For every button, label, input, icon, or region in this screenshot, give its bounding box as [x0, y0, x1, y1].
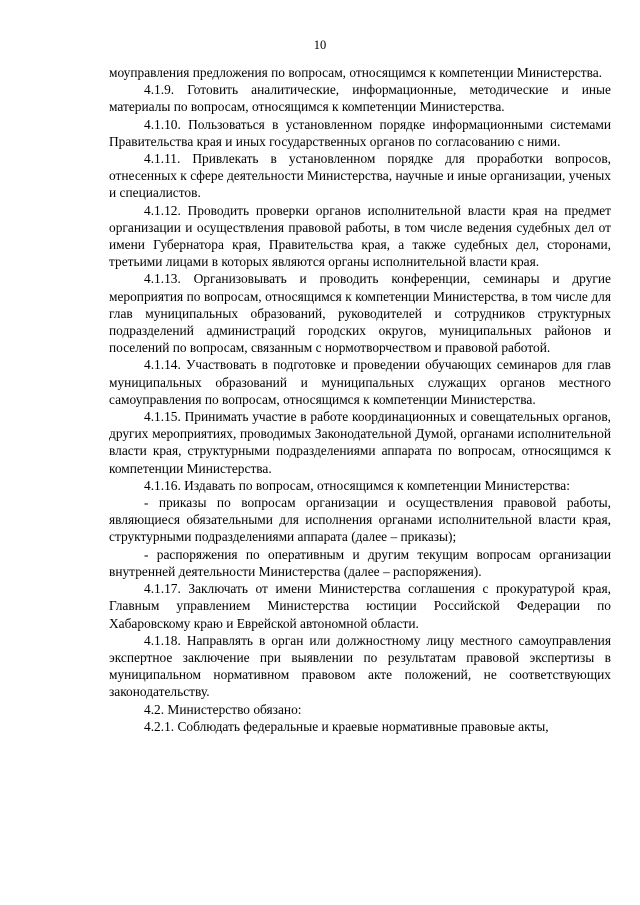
paragraph: 4.2.1. Соблюдать федеральные и краевые нормативные правовые акты, [144, 718, 549, 734]
paragraph: 4.1.12. Проводить проверки органов исполнительной власти края на предмет организации и осуществления правовой работы, в том числе ведения судебных дел от имени Губернатора края, Правительства края, а также судебных дел, сторонами, третьими лицами в которых являются органы исполнительной власти края. [109, 202, 611, 270]
page-number: 10 [313, 38, 327, 52]
paragraph: моуправления предложения по вопросам, относящимся к компетенции Министерства. [109, 65, 603, 80]
paragraph: 4.1.15. Принимать участие в работе координационных и совещательных органов, других мероприятиях, проводимых Законодательной Думой, органами исполнительной власти края, структурными подразделениями аппарата по вопросам, относящимся к компетенции Министерства. [109, 409, 611, 476]
paragraph: 4.1.16. Издавать по вопросам, относящимся к компетенции Министерства: [144, 477, 570, 493]
paragraph: 4.2. Министерство обязано: [144, 701, 302, 717]
paragraph: 4.1.18. Направлять в орган или должностному лицу местного самоуправления экспертное заключение при выявлении по результатам правовой экспертизы в муниципальном нормативном правовом акте положений, не соответствующих законодательству. [109, 632, 611, 700]
list-item: - распоряжения по оперативным и другим текущим вопросам организации внутренней деятельности Министерства (далее – распоряжения). [109, 546, 611, 579]
paragraph: 4.1.9. Готовить аналитические, информационные, методические и иные материалы по вопросам, относящимся к компетенции Министерства. [109, 82, 611, 115]
list-item: - приказы по вопросам организации и осуществления правовой работы, являющиеся обязательными для исполнения органами исполнительной власти края, структурными подразделениями аппарата (далее – приказы); [109, 495, 611, 545]
paragraph: 4.1.17. Заключать от имени Министерства соглашения с прокуратурой края, Главным управлением Министерства юстиции Российской Федерации по Хабаровскому краю и Еврейской автономной области. [109, 581, 611, 631]
document-body [109, 64, 611, 735]
paragraph: 4.1.10. Пользоваться в установленном порядке информационными системами Правительства края и иных государственных органов по согласованию с ними. [109, 116, 611, 149]
paragraph: 4.1.11. Привлекать в установленном порядке для проработки вопросов, отнесенных к сфере деятельности Министерства, научные и иные организации, ученых и специалистов. [109, 151, 611, 201]
paragraph: 4.1.14. Участвовать в подготовке и проведении обучающих семинаров для глав муниципальных образований и муниципальных служащих органов местного самоуправления по вопросам, относящимся к компетенции Министерства. [109, 357, 611, 407]
paragraph: 4.1.13. Организовывать и проводить конференции, семинары и другие мероприятия по вопросам, относящимся к компетенции Министерства, в том числе для глав муниципальных образований, руководителей и сотрудников структурных подразделений администраций городских округов, муниципальных районов и поселений по вопросам, связанным с нормотворчеством и правовой работой. [109, 271, 611, 356]
